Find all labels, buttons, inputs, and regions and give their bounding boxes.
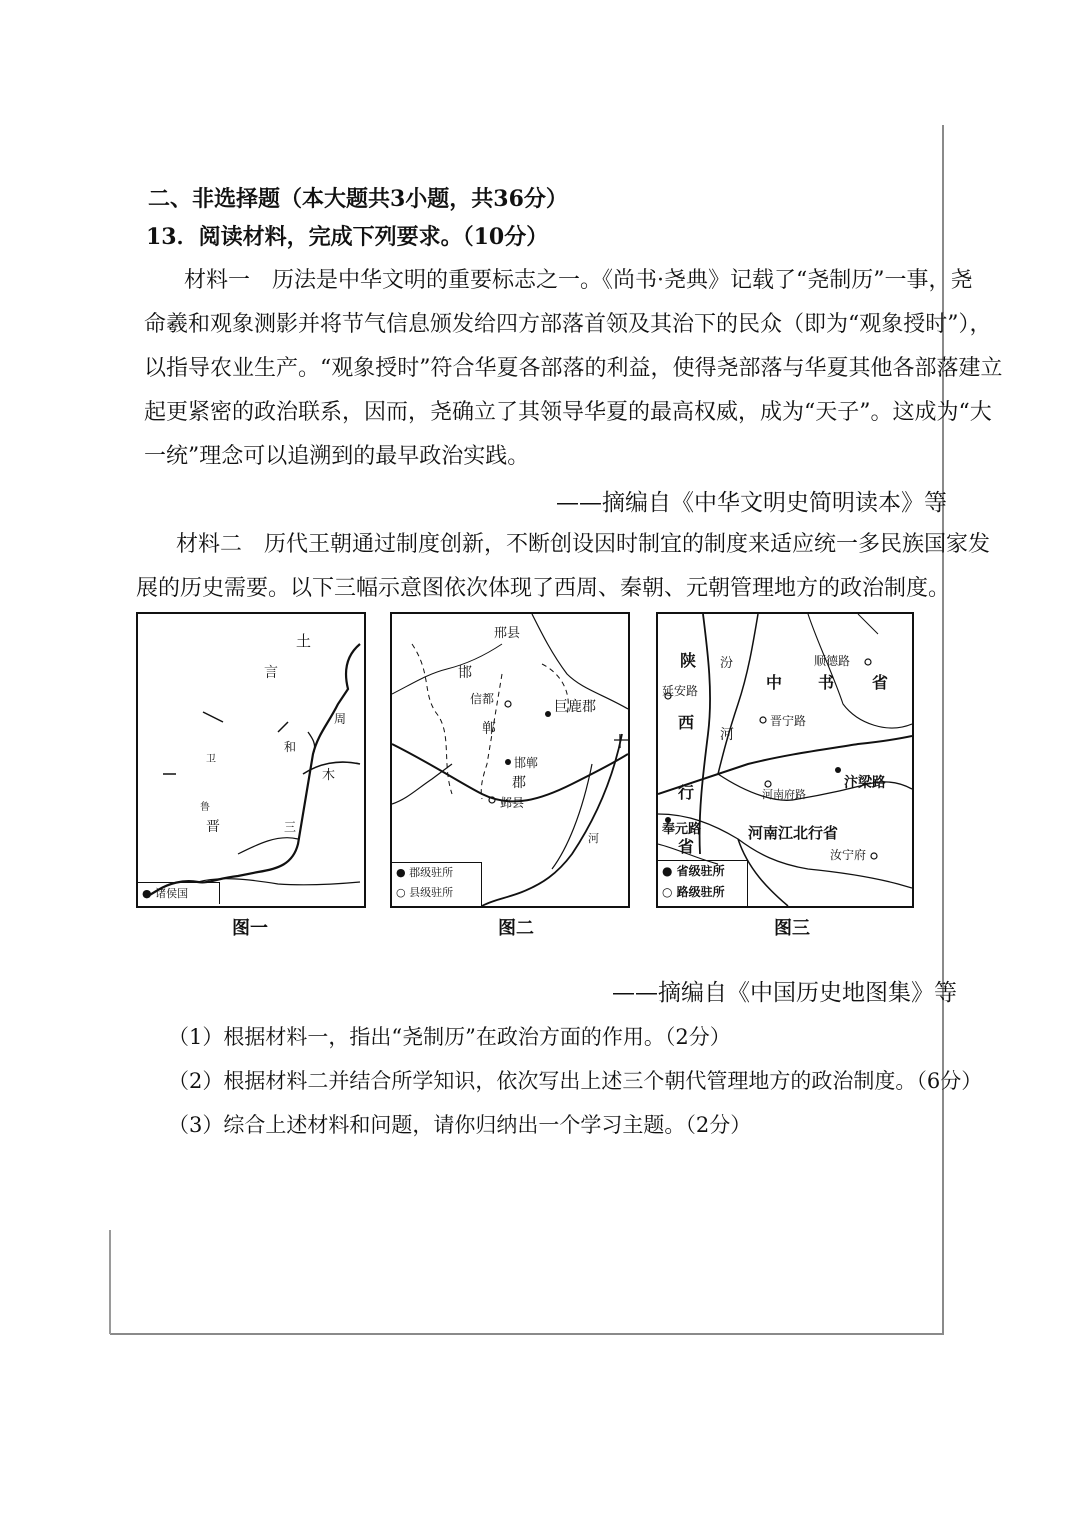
map-label: 木 <box>322 768 336 783</box>
map-label: 邢县 <box>494 626 521 641</box>
map-figure-1 <box>136 612 366 908</box>
question-item: （1）根据材料一，指出“尧制历”在政治方面的作用。（2分） <box>168 1025 731 1049</box>
map-label: 晋宁路 <box>770 714 807 728</box>
legend-item: ● 省级驻所 <box>662 864 725 878</box>
map-label: 郡 <box>512 775 526 791</box>
map-label: 周 <box>334 712 347 726</box>
map-label: 河南江北行省 <box>748 824 839 842</box>
legend-item: ○ 县级驻所 <box>396 886 454 899</box>
material1-line: 起更紧密的政治联系，因而，尧确立了其领导华夏的最高权威，成为“天子”。这成为“大 <box>144 400 992 425</box>
material1-line: 以指导农业生产。“观象授时”符合华夏各部落的利益，使得尧部落与华夏其他各部落建立 <box>144 356 1003 381</box>
map-label: 郸 <box>482 721 496 737</box>
map-figure-3 <box>656 612 914 908</box>
question-13-intro: 13．阅读材料，完成下列要求。（10分） <box>146 224 549 250</box>
map-label: 省 <box>678 837 695 856</box>
material1-source: ——摘编自《中华文明史简明读本》等 <box>556 490 947 516</box>
map-label: 行 <box>678 783 695 802</box>
map-label: 顺德路 <box>814 654 851 668</box>
map-label: 卫 <box>206 754 216 765</box>
map-label: 鲁 <box>200 802 210 813</box>
map-figure-2 <box>390 612 630 908</box>
map-label: 晋 <box>206 819 220 835</box>
map-label: 汾 <box>720 656 734 671</box>
map-label: 省 <box>872 673 889 692</box>
material1-line: 一统”理念可以追溯到的最早政治实践。 <box>144 444 530 469</box>
legend-item: ○ 路级驻所 <box>662 885 725 899</box>
map-label: 中 <box>766 673 783 692</box>
map-label: 巨鹿郡 <box>554 699 596 715</box>
page-border-left <box>109 1230 111 1334</box>
map-label: 延安路 <box>662 684 699 698</box>
map-label: 陕 <box>680 651 697 670</box>
map-label: 邯郸 <box>514 756 539 770</box>
map-label: 河南府路 <box>762 788 806 801</box>
map-label: 邺县 <box>500 796 525 810</box>
question-item: （3）综合上述材料和问题，请你归纳出一个学习主题。（2分） <box>168 1113 752 1137</box>
page-border-right <box>942 125 944 1335</box>
map-label: 奉元路 <box>662 822 702 837</box>
map-caption: 图二 <box>498 918 534 939</box>
map-caption: 图三 <box>774 918 810 939</box>
map-label: 邯 <box>458 665 472 681</box>
map-legend <box>658 860 748 906</box>
map-caption: 图一 <box>232 918 268 939</box>
material1-line: 命羲和观象测影并将节气信息颁发给四方部落首领及其治下的民众（即为“观象授时”）， <box>144 312 992 337</box>
material2-source: ——摘编自《中国历史地图集》等 <box>612 980 957 1006</box>
map-legend: ● 诸侯国 <box>138 882 220 904</box>
map-label: 信都 <box>470 692 495 706</box>
map-label: 西 <box>678 713 695 732</box>
page-border-bottom <box>110 1333 944 1335</box>
question-item: （2）根据材料二并结合所学知识，依次写出上述三个朝代管理地方的政治制度。（6分） <box>168 1069 983 1093</box>
legend-item: ● 郡级驻所 <box>396 866 454 879</box>
material2-line: 展的历史需要。以下三幅示意图依次体现了西周、秦朝、元朝管理地方的政治制度。 <box>136 576 951 601</box>
map-label: 言 <box>264 665 278 681</box>
map-label: 土 <box>296 632 312 650</box>
map-label: 河 <box>720 727 734 743</box>
map-label: 汴梁路 <box>844 775 886 791</box>
map-label: 和 <box>284 740 297 754</box>
material1-line: 材料一 历法是中华文明的重要标志之一。《尚书·尧典》记载了“尧制历”一事，尧 <box>184 268 973 293</box>
map-label: 河 <box>588 832 599 845</box>
material2-line: 材料二 历代王朝通过制度创新，不断创设因时制宜的制度来适应统一多民族国家发 <box>176 532 991 557</box>
map-label: 汝宁府 <box>830 848 867 862</box>
map-label: 三 <box>284 820 297 834</box>
map-legend <box>392 862 482 906</box>
map-label: 书 <box>818 673 835 692</box>
section-heading: 二、非选择题（本大题共3小题，共36分） <box>148 186 568 212</box>
